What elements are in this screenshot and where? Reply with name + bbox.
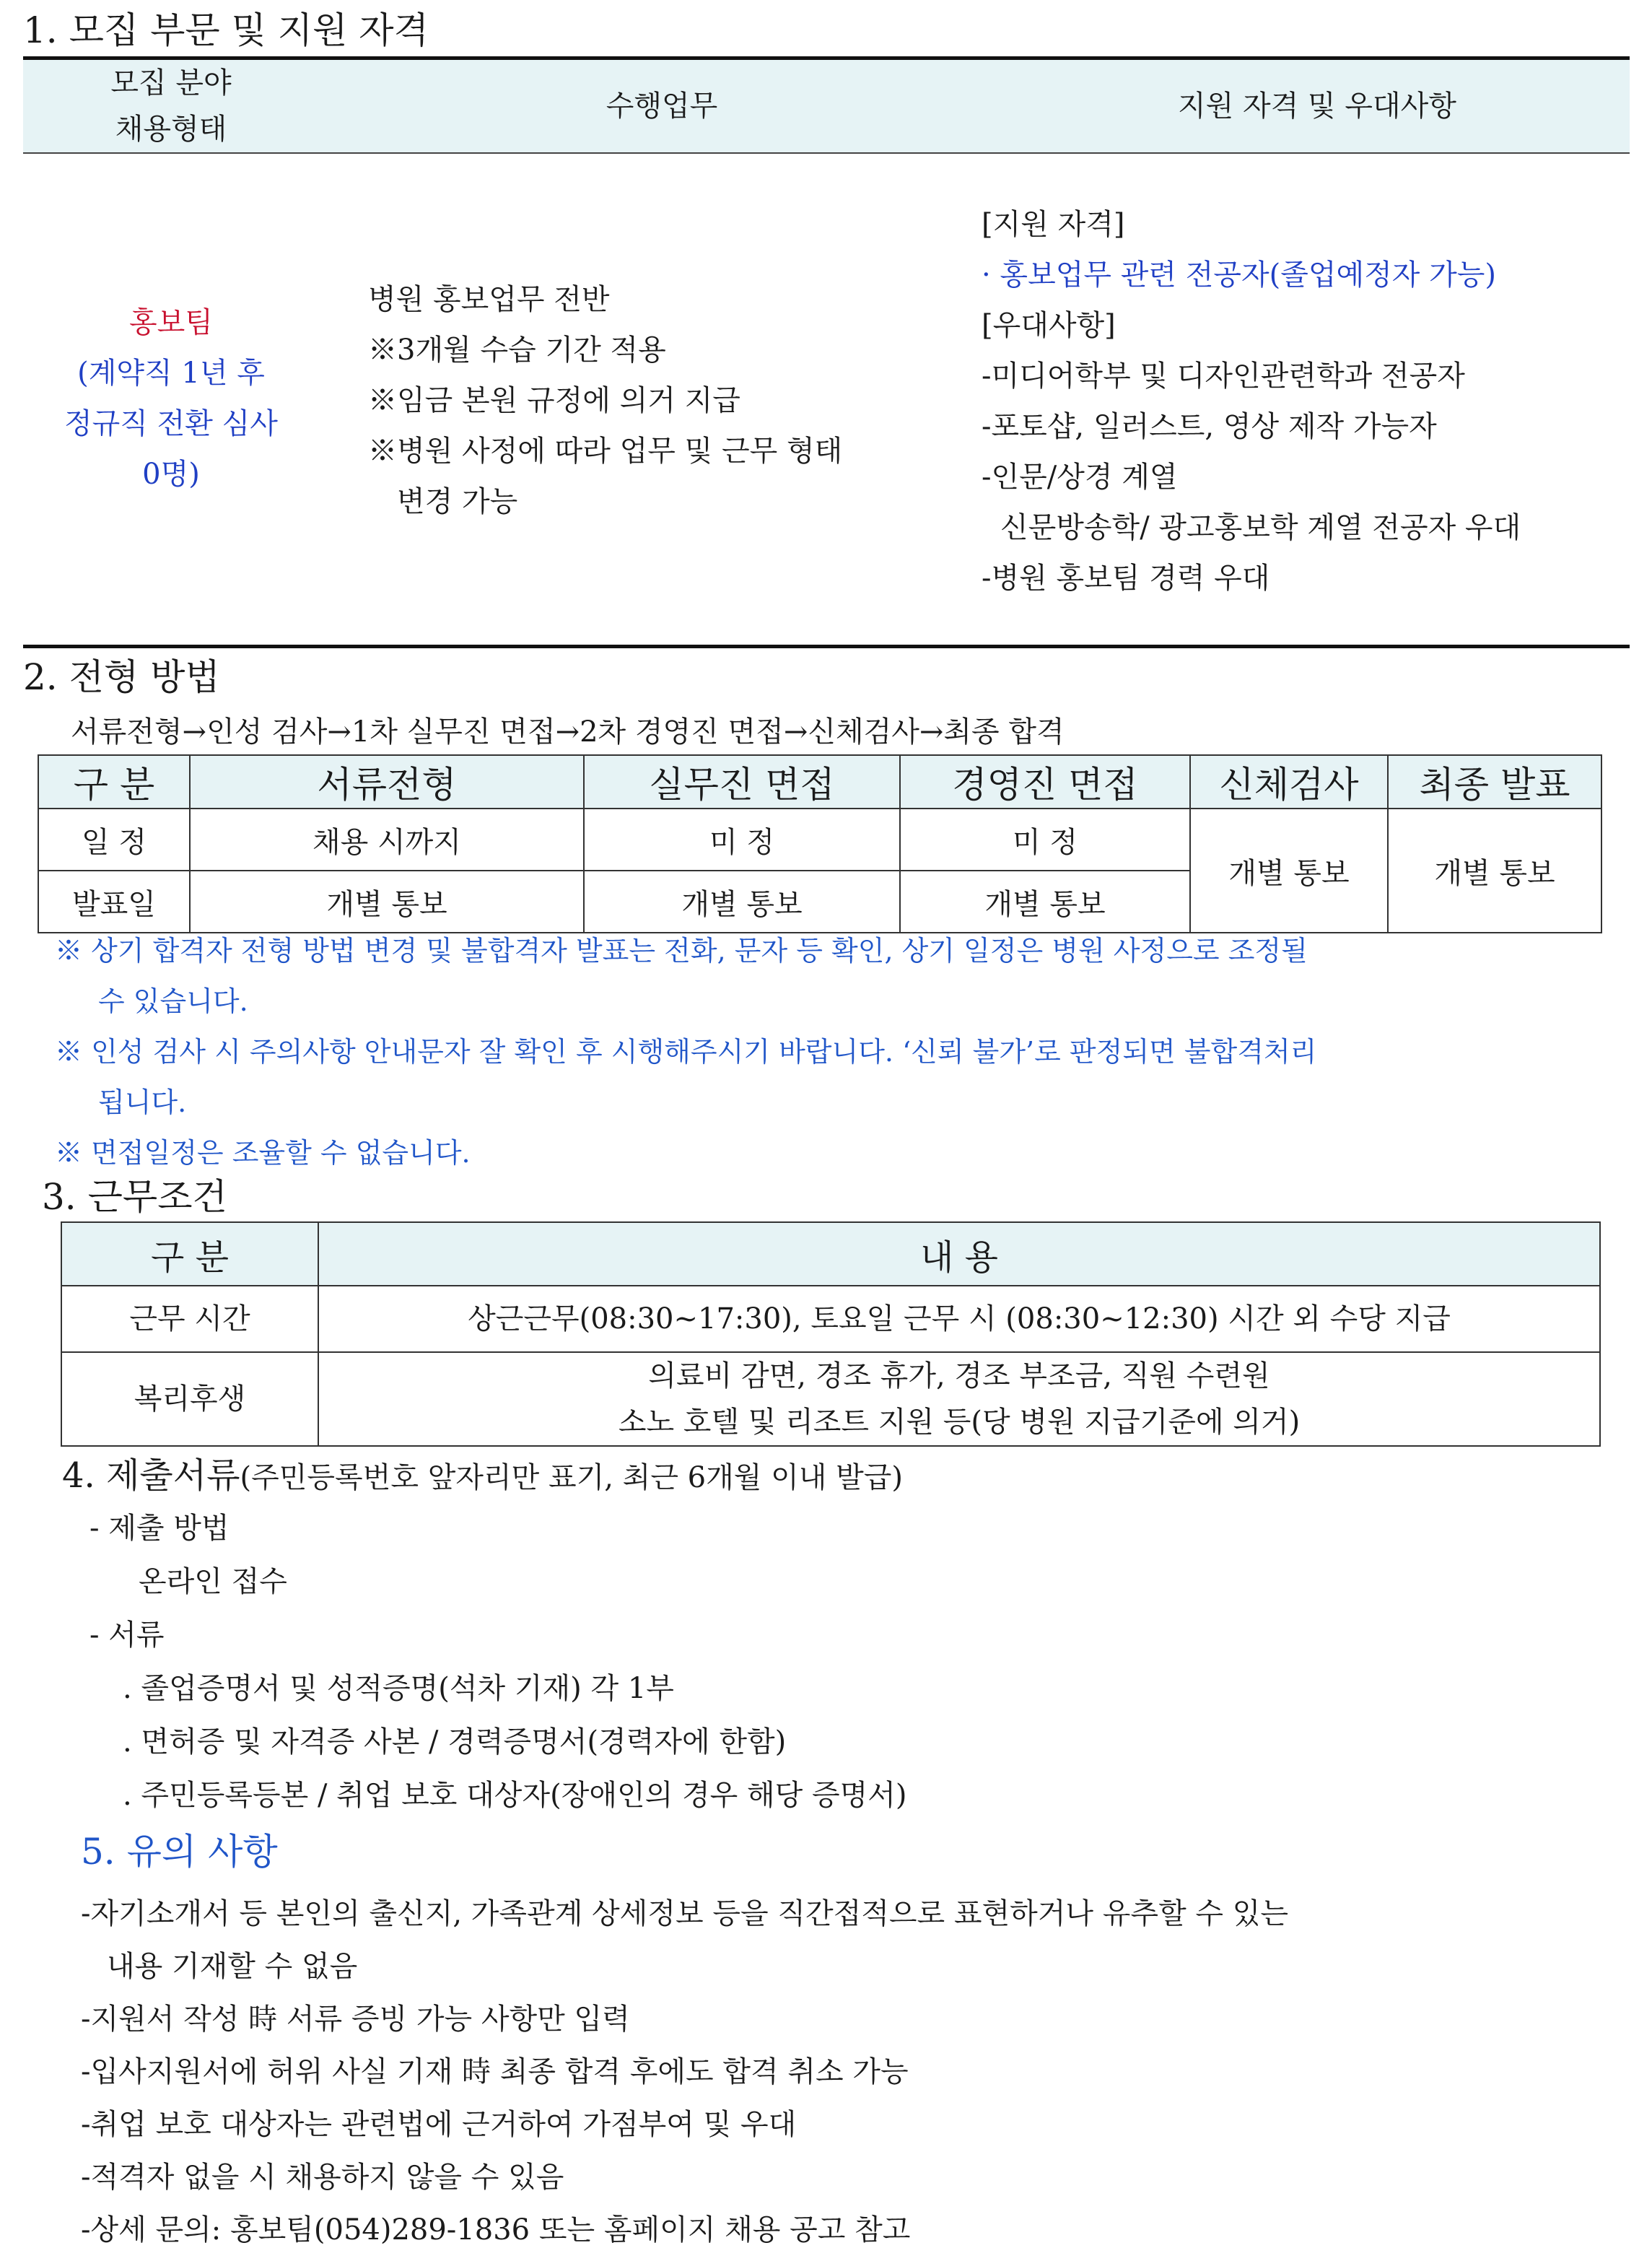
notice-item: 내용 기재할 수 없음: [107, 1950, 358, 1983]
cell-hours: 상근근무(08:30~17:30), 토요일 근무 시 (08:30~12:30) 시간 외 수당 지급: [318, 1286, 1600, 1352]
notice-item: -적격자 없을 시 채용하지 않을 수 있음: [81, 2161, 564, 2194]
doc-item: . 면허증 및 자격증 사본 / 경력증명서(경력자에 한함): [123, 1725, 787, 1759]
cell-doc-announce: 개별 통보: [190, 871, 584, 933]
note-line: 수 있습니다.: [98, 985, 248, 1017]
work-table-header: [61, 1222, 1600, 1286]
method-label: - 제출 방법: [89, 1512, 230, 1545]
benefits-line2: 소노 호텔 및 리조트 지원 등(당 병원 지급기준에 의거): [618, 1406, 1301, 1439]
notice-item: -자기소개서 등 본인의 출신지, 가족관계 상세정보 등을 직간접적으로 표현하거나 유추할 수 있는: [81, 1897, 1289, 1930]
section4-title: 4. 제출서류: [62, 1455, 240, 1496]
selection-flow: 서류전형→인성 검사→1차 실무진 면접→2차 경영진 면접→신체검사→최종 합격: [71, 715, 1065, 749]
row-label-benefits: 복리후생: [61, 1352, 318, 1446]
note-line: ※ 상기 합격자 전형 방법 변경 및 불합격자 발표는 전화, 문자 등 확인, 상기 일정은 병원 사정으로 조정될: [55, 935, 1308, 967]
section1-title: 1. 모집 부문 및 지원 자격: [23, 9, 429, 51]
benefits-line1: 의료비 감면, 경조 휴가, 경조 부조금, 직원 수련원: [648, 1359, 1270, 1393]
employment-type-line3: 0명): [142, 458, 200, 491]
header-duty: 수행업무: [606, 90, 718, 123]
employment-type-line1: (계약직 1년 후: [77, 357, 265, 390]
header-field-line2: 채용형태: [115, 113, 227, 146]
row-label-announce: 발표일: [38, 871, 190, 933]
header-field: [23, 60, 319, 152]
qualification-title: [지원 자격]: [982, 208, 1125, 241]
cell-doc-schedule: 채용 시까지: [190, 809, 584, 871]
submission-docs: [89, 1502, 906, 1822]
section4-heading: [62, 1447, 903, 1497]
preference-item: -병원 홍보팀 경력 우대: [982, 562, 1270, 595]
cell-physical: 개별 통보: [1190, 809, 1388, 933]
duties-cell: [368, 274, 842, 527]
qualification-cell: [982, 199, 1521, 604]
notice-item: -입사지원서에 허위 사실 기재 時 최종 합격 후에도 합격 취소 가능: [81, 2055, 909, 2088]
col-exec-interview: 경영진 면접: [900, 755, 1190, 809]
col-final: 최종 발표: [1388, 755, 1601, 809]
table-row: [61, 1286, 1600, 1352]
preference-item: 신문방송학/ 광고홍보학 계열 전공자 우대: [1000, 511, 1521, 544]
table-bottom-rule: [23, 645, 1630, 648]
preference-item: -인문/상경 계열: [982, 461, 1178, 494]
section4-note: (주민등록번호 앞자리만 표기, 최근 6개월 이내 발급): [240, 1461, 903, 1494]
doc-item: . 졸업증명서 및 성적증명(석차 기재) 각 1부: [123, 1672, 674, 1705]
notice-list: [81, 1888, 1288, 2257]
employment-type-line2: 정규직 전환 심사: [64, 407, 278, 440]
section2-title: 2. 전형 방법: [23, 656, 220, 698]
notice-item: -지원서 작성 時 서류 증빙 가능 사항만 입력: [81, 2003, 630, 2036]
table-row: [61, 1352, 1600, 1446]
duty-item: 병원 홍보업무 전반: [368, 283, 610, 316]
selection-table: [38, 754, 1602, 933]
col-content: 내 용: [318, 1222, 1600, 1286]
cell-exec-schedule: 미 정: [900, 809, 1190, 871]
header-field-line1: 모집 분야: [110, 66, 232, 100]
team-name: 홍보팀: [129, 306, 213, 339]
duty-item: ※병원 사정에 따라 업무 및 근무 형태: [368, 435, 843, 468]
col-category: 구 분: [61, 1222, 318, 1286]
doc-item: . 주민등록등본 / 취업 보호 대상자(장애인의 경우 해당 증명서): [123, 1779, 907, 1812]
section5-title: 5. 유의 사항: [81, 1831, 278, 1873]
method-value: 온라인 접수: [139, 1565, 287, 1598]
cell-exec-announce: 개별 통보: [900, 871, 1190, 933]
row-label-schedule: 일 정: [38, 809, 190, 871]
duty-item: ※임금 본원 규정에 의거 지급: [368, 384, 740, 417]
preference-item: -미디어학부 및 디자인관련학과 전공자: [982, 360, 1465, 393]
note-line: 됩니다.: [98, 1086, 187, 1118]
recruit-field-cell: [23, 297, 319, 500]
duty-item: 변경 가능: [397, 485, 518, 518]
table-row: [38, 809, 1601, 871]
notice-item: -상세 문의: 홍보팀(054)289-1836 또는 홈페이지 채용 공고 참고: [81, 2213, 911, 2247]
cell-staff-announce: 개별 통보: [584, 871, 900, 933]
col-staff-interview: 실무진 면접: [584, 755, 900, 809]
col-document: 서류전형: [190, 755, 584, 809]
work-conditions-table: [61, 1221, 1601, 1447]
header-qualification: 지원 자격 및 우대사항: [1178, 90, 1456, 123]
section3-title: 3. 근무조건: [42, 1176, 227, 1218]
row-label-hours: 근무 시간: [61, 1286, 318, 1352]
note-line: ※ 면접일정은 조율할 수 없습니다.: [55, 1137, 471, 1169]
notice-item: -취업 보호 대상자는 관련법에 근거하여 가점부여 및 우대: [81, 2108, 797, 2141]
preference-item: -포토샵, 일러스트, 영상 제작 가능자: [982, 410, 1437, 443]
cell-benefits: [318, 1352, 1600, 1446]
col-category: 구 분: [38, 755, 190, 809]
col-physical: 신체검사: [1190, 755, 1388, 809]
selection-table-header: [38, 755, 1601, 809]
qualification-item: · 홍보업무 관련 전공자(졸업예정자 가능): [982, 258, 1497, 292]
preference-title: [우대사항]: [982, 309, 1116, 342]
duty-item: ※3개월 수습 기간 적용: [368, 334, 666, 367]
cell-final: 개별 통보: [1388, 809, 1601, 933]
recruit-table-header: [23, 60, 1630, 154]
selection-notes: [55, 925, 1316, 1178]
note-line: ※ 인성 검사 시 주의사항 안내문자 잘 확인 후 시행해주시기 바랍니다. ‘신뢰 불가’로 판정되면 불합격처리: [55, 1036, 1317, 1068]
cell-staff-schedule: 미 정: [584, 809, 900, 871]
docs-label: - 서류: [89, 1619, 165, 1652]
